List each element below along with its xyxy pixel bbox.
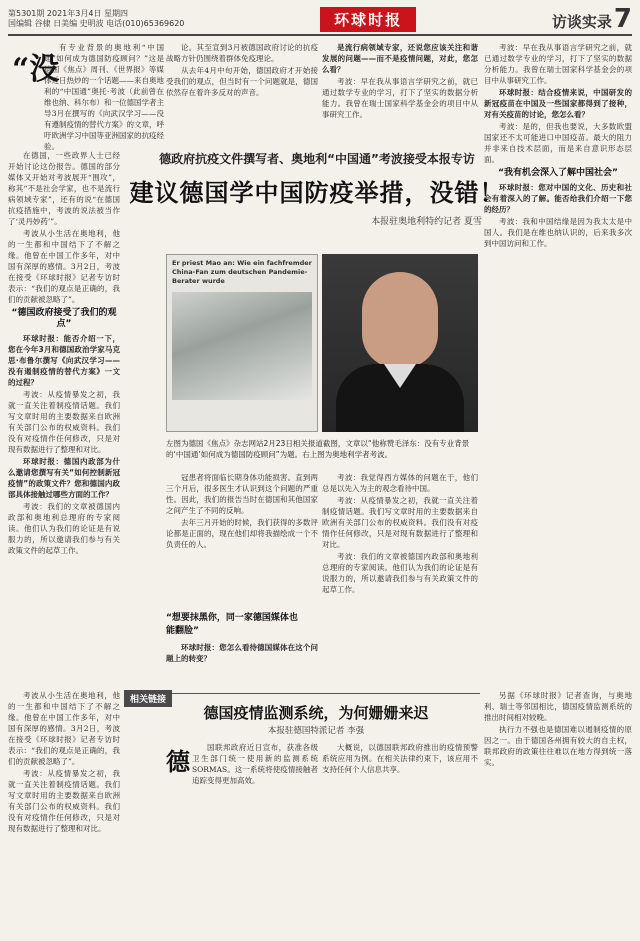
question: 是流行病领域专家，还说您应该关注和谐发展的问题——而不是疫情问题，对此，您怎么看？ [322, 43, 478, 74]
question: 环球时报：能否介绍一下，您在今年3月和德国政治学家马克思·布鲁尔撰写《向武汉学习——没有遏制疫情的替代方案》一文的过程？ [8, 334, 120, 387]
article-paragraph: 冠患者将面临长期身体功能损害。直到两三个月后，很多医生才认识到这个问题的严重性。因此，我们的报告当时在德国和其他国家之间产生了不同的反响。 [166, 473, 318, 515]
issue-date: 2021年3月4日 [46, 9, 102, 18]
question: 环球时报：您怎么看待德国媒体在这个问题上的转变？ [166, 643, 318, 663]
column-3-top [322, 42, 478, 147]
related-column-2 [322, 742, 478, 935]
column-2-bottom [166, 642, 318, 688]
portrait-photo [322, 254, 478, 432]
screenshot-headline: Er priest Mao an: Wie ein fachfremder China-Fan zum deutschen Pandemie-Berater wurde [172, 259, 312, 285]
article-paragraph: 去年三月开始的时候，我们获得的多数评论都是正面的，现在他们却将我描绘成一个不负责任的人。 [166, 518, 318, 549]
subheading: “德国政府接受了我们的观点” [11, 308, 117, 329]
article-paragraph: 国联邦政府近日宣布，获准各级卫生部门统一使用新的监测系统SORMAS。这一系统将使疫情接触者追踪变得更加高效。 [192, 743, 318, 785]
subheading: “我有机会深入了解中国社会” [498, 168, 618, 178]
section-title [552, 4, 632, 34]
article-paragraph: 考波：早在我从事语言学研究之前，就已通过数学专业的学习，打下了坚实的数据分析能力。我曾在瑞士国家科学基金会的项目中从事研究工作。 [484, 43, 632, 85]
article-paragraph: 考波：从疫情暴发之初，我就一直关注着制疫情话题。我们写文章时用的主要数据来自欧洲有关部门公布的权威资料。我们没有对疫情作任何修改，只是对现有数据进行了整理和对比。 [8, 769, 120, 833]
related-tag: 相关链接 [124, 690, 172, 707]
headline: 建议德国学中国防疫举措，没错！ [129, 179, 505, 207]
article-paragraph: 在德国，一些政界人士已经开始讨论这份报告。德国的部分媒体又开始对考波展开“围攻”，称其“不是社会学家，也不是流行病领域专家”，还有的说“在德国抗疫措施中，考波的说法被当作了‘灵丹妙药’”。 [8, 151, 120, 226]
column-2-top [166, 42, 318, 147]
screenshot-photo [166, 254, 318, 432]
related-dropcap: 德 [166, 747, 190, 776]
related-headline: 德国疫情监测系统，为何姗姗来迟 [203, 704, 429, 722]
article-paragraph: 考波从小生活在奥地利，他的一生都和中国结下了不解之缘。他曾在中国工作多年，对中国有深厚的感情。3月2日，考波在接受《环球时报》记者专访时表示：“我们的观点是正确的，我们的贡献被忽略了”。 [8, 229, 120, 304]
article-paragraph: 考波：从疫情暴发之初，我就一直关注着制疫情话题。我们写文章时用的主要数据来自欧洲有关部门公布的权威资料。我们没有对疫情作任何修改，只是对现有数据进行了整理和对比。 [322, 496, 478, 549]
article-dropcap: “没 [12, 52, 60, 87]
column-3-middle [322, 472, 478, 688]
masthead [8, 6, 632, 32]
answer: 考波：我和中国结缘是因为我太太是中国人。我们是在维也纳认识的，后来我多次到中国访问和工作。 [484, 217, 632, 248]
issue-weekday: 星期四 [104, 9, 128, 18]
answer: 考波：从疫情暴发之初，我就一直关注着制疫情话题。我们写文章时用的主要数据来自欧洲有关部门公布的权威资料。我们没有对疫情作任何修改，只是对现有数据进行了整理和对比。 [8, 390, 120, 454]
column-1-bottom [8, 690, 120, 935]
issue-info [8, 9, 184, 29]
issue-number: 第5301期 [8, 9, 45, 18]
answer: 考波：早在我从事语言学研究之前，就已通过数学专业的学习，打下了坚实的数据分析能力。我曾在瑞士国家科学基金会的项目中从事研究工作。 [322, 77, 478, 119]
article-paragraph: 考波从小生活在奥地利，他的一生都和中国结下了不解之缘。他曾在中国工作多年，对中国有深厚的感情。3月2日，考波在接受《环球时报》记者专访时表示：“我们的观点是正确的，我们的贡献被忽略了”。 [8, 691, 120, 766]
answer: 考波：我们的文章被德国内政部和奥地利总理府的专家阅读。他们认为我们的论证是有说服力的，所以邀请我们参与有关政策文件的起草工作。 [8, 502, 120, 555]
masthead-rule [8, 34, 632, 36]
article-paragraph: 另据《环球时报》记者查询，与奥地利、瑞士等邻国相比，德国疫情监测系统的推出时间相对较晚。 [484, 691, 632, 722]
answer: 考波：是的，但我也要说，大多数欧盟国家还不太可能进口中国疫苗。最大的阻力并非来自技术层面，而是来自意识形态层面。 [484, 122, 632, 164]
brand-logo: 环球时报 [320, 7, 416, 32]
column-4-bottom [484, 690, 632, 935]
kicker: 德政府抗疫文件撰写者、奥地利“中国通”考波接受本报专访 [159, 152, 475, 166]
article-paragraph: 大概说，以德国联邦政府推出的疫情预警系统应用为例。在相关法律约束下，该应用不支持任何个人信息共享。 [322, 743, 478, 774]
related-divider [124, 693, 480, 694]
related-byline: 本报驻德国特派记者 李强 [267, 726, 365, 736]
byline: 本报驻奥地利特约记者 夏雪 [371, 217, 482, 227]
headline-block [122, 150, 512, 246]
article-intro: 有专业背景的奥地利“中国通”如何成为德国防疫顾问？”这是德国《焦点》周刊、《世界报》等媒体近日热炒的一个话题——来自奥地利的“中国通”奥托·考波（此前曾在维也纳、科尔布）和一位德国学者主导3月在撰写的《向武汉学习——没有遵制疫情的替代方案》的文章，呼吁欧洲学习中国等亚洲国家的抗疫经验。 [44, 43, 164, 151]
article-paragraph: 从去年4月中旬开始，德国政府才开始接受我们的观点，但当时有一个问题就是，德国依然存在着许多反对的声音。 [166, 66, 318, 97]
section-name: 访谈实录 [551, 13, 612, 31]
answer: 考波：我觉得西方媒体的问题在于，他们总是以先入为主的观念看待中国。 [322, 473, 478, 493]
question: 环球时报：您对中国的文化、历史和社会有着深入的了解。能否给我们介绍一下您的经历？ [484, 183, 632, 214]
article-paragraph: 论。其至宣到3月被德国政府讨论的抗疫战略方针仍围绕着群体免疫理论。 [166, 43, 318, 63]
article-paragraph: 考波：我们的文章被德国内政部和奥地利总理府的专家阅读。他们认为我们的论证是有说服力的，所以邀请我们参与有关政策文件的起草工作。 [322, 552, 478, 594]
question: 环球时报：结合疫情来说，中国研发的新冠疫苗在中国及一些国家都得到了接种，对有关疫苗的讨论，您怎么看？ [484, 88, 632, 119]
portrait-face [362, 272, 438, 368]
article-paragraph: 执行力不强也是德国难以遏制疫情的原因之一。由于德国各州拥有较大的自主权，联邦政府的政策往往难以在地方得到统一落实。 [484, 725, 632, 767]
pull-quote: “想要抹黑你，同一家德国媒体也能翻脸” [166, 613, 298, 636]
related-column-1 [192, 742, 318, 935]
column-2-middle [166, 472, 318, 610]
column-4 [484, 42, 632, 682]
column-1 [8, 150, 120, 680]
column-1-top [44, 42, 164, 152]
photo-caption: 左图为德国《焦点》杂志网站2月23日相关报道截图，文章以“他称赞毛泽东：没有专业背景的‘中国通’如何成为德国防疫顾问”为题。右上图为奥地利学者考波。 [166, 439, 470, 459]
editor-line: 国编辑 谷棣 日美编 史明波 电话(010)65369620 [8, 19, 185, 28]
screenshot-image [172, 292, 312, 400]
question: 环球时报：德国内政部为什么邀请您撰写有关“如何控制新冠疫情”的政策文件？您和德国内政部具体接触过哪些方面的工作？ [8, 457, 120, 499]
page-number: 7 [613, 4, 632, 34]
